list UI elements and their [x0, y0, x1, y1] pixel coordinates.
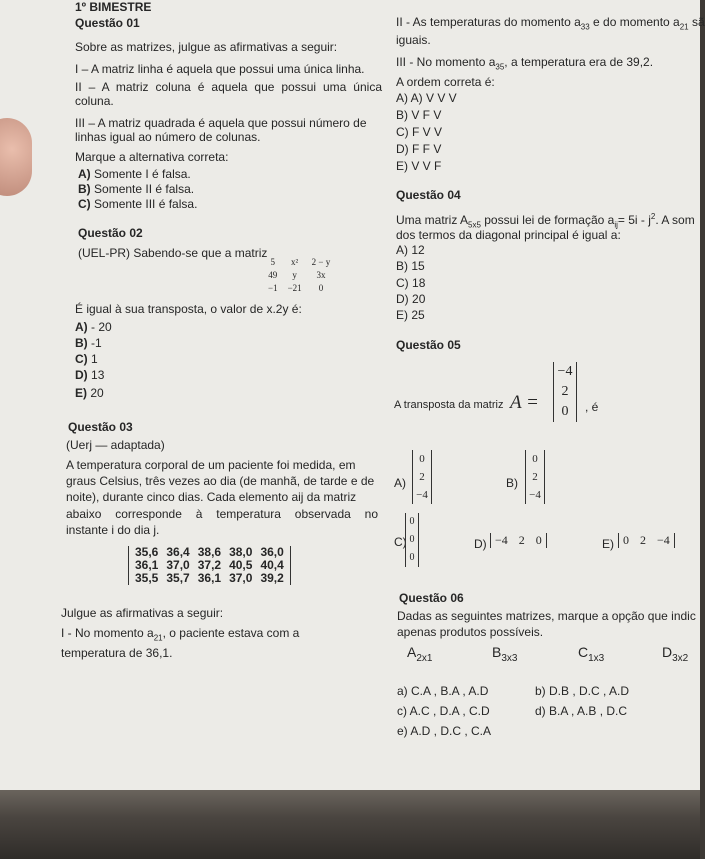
q5-option-d-letter[interactable]: D) [474, 537, 487, 551]
q2-matrix: 5 x² 2 − y 49 y 3x −1 −21 0 [268, 257, 331, 293]
q1-statement-iii-cont: linhas igual ao número de colunas. [75, 130, 261, 144]
q2-option-b[interactable]: B) -1 [75, 336, 102, 350]
q1-statement-i: I – A matriz linha é aquela que possui uma única linha. [75, 62, 365, 76]
q3-text-line-3: noite), durante cinco dias. Cada elemento aij da matriz [66, 490, 357, 504]
q4-option-d[interactable]: D) 20 [396, 292, 426, 306]
q3-text-line-2: graus Celsius, três vezes ao dia (de manhã, de tarde e de [66, 474, 375, 488]
q3-option-a[interactable]: A) A) V V V [396, 91, 457, 105]
q4-option-a[interactable]: A) 12 [396, 243, 425, 257]
q2-question: É igual à sua transposta, o valor de x.2y é: [75, 302, 302, 316]
q5-option-e-matrix[interactable]: 0 2 −4 [618, 533, 675, 548]
q3-item-ii-cont: iguais. [396, 33, 431, 47]
q5-option-c-letter[interactable]: C) [394, 535, 407, 549]
q6-matrix-d: $D_{3x2}$ [662, 644, 689, 664]
q3-text-line-1: A temperatura corporal de um paciente foi medida, em [66, 458, 356, 472]
q2-title: Questão 02 [78, 226, 143, 240]
q2-option-a[interactable]: A) - 20 [75, 320, 112, 334]
q5-matrix-a: −4 2 0 [553, 362, 577, 422]
q1-option-c[interactable]: C) Somente III é falsa. [78, 197, 198, 211]
finger-holding-page [0, 118, 32, 196]
q5-option-b-letter[interactable]: B) [506, 476, 518, 490]
q5-option-e-letter[interactable]: E) [602, 537, 614, 551]
q1-statement-iii: III – A matriz quadrada é aquela que possui número de [75, 116, 367, 130]
q5-tail: , é [585, 400, 599, 414]
q3-item-iii: III - No momento $a_{35}$, a temperatura era de 39,2. [396, 55, 654, 72]
q3-option-e[interactable]: E) V V F [396, 159, 442, 173]
table-surface [0, 790, 700, 859]
q2-option-c[interactable]: C) 1 [75, 352, 98, 366]
q1-option-b[interactable]: B) Somente II é falsa. [78, 182, 195, 196]
q3-item-i: I - No momento $a_{21}$, o paciente estava com a [61, 626, 300, 643]
q4-option-e[interactable]: E) 25 [396, 308, 425, 322]
q6-option-a[interactable]: a) C.A , B.A , A.D [397, 684, 489, 698]
q4-option-c[interactable]: C) 18 [396, 276, 426, 290]
q1-prompt: Marque a alternativa correta: [75, 150, 229, 164]
q2-option-e[interactable]: E) 20 [75, 386, 104, 400]
q3-option-d[interactable]: D) F F V [396, 142, 442, 156]
q6-stem-cont: apenas produtos possíveis. [397, 625, 544, 639]
q6-matrix-a: $A_{2x1}$ [407, 644, 433, 664]
q3-title: Questão 03 [68, 420, 133, 434]
q6-matrix-b: $B_{3x3}$ [492, 644, 518, 664]
q3-temperature-matrix: 35,6 36,4 38,6 38,0 36,0 36,1 37,0 37,2 40,5 40,4 35,5 35,7 36,1 37,0 39,2 [128, 546, 291, 585]
q1-intro: Sobre as matrizes, julgue as afirmativas a seguir: [75, 40, 338, 54]
q1-title: Questão 01 [75, 16, 140, 30]
q3-option-b[interactable]: B) V F V [396, 108, 442, 122]
q4-title: Questão 04 [396, 188, 461, 202]
q5-stem: A transposta da matriz [394, 399, 504, 411]
q2-option-d[interactable]: D) 13 [75, 368, 105, 382]
q5-option-a-letter[interactable]: A) [394, 476, 406, 490]
q1-option-a[interactable]: A) Somente I é falsa. [78, 167, 191, 181]
q5-option-b-matrix[interactable]: 0 2 −4 [525, 450, 545, 504]
q3-judge: Julgue as afirmativas a seguir: [61, 606, 224, 620]
q3-item-ii: II - As temperaturas do momento $a_{33}$ e do momento $a_{21}$ sã [396, 15, 705, 32]
q4-stem-cont: dos termos da diagonal principal é igual a: [396, 228, 621, 242]
q5-title: Questão 05 [396, 338, 461, 352]
q5-option-d-matrix[interactable]: −4 2 0 [490, 533, 547, 548]
q6-matrix-c: $C_{1x3}$ [578, 644, 605, 664]
q3-text-line-5: instante i do dia j. [66, 523, 160, 537]
q3-option-c[interactable]: C) F V V [396, 125, 443, 139]
q4-option-b[interactable]: B) 15 [396, 259, 425, 273]
q1-statement-ii: II – A matriz coluna é aquela que possui uma única [75, 80, 382, 94]
q6-option-b[interactable]: b) D.B , D.C , A.D [535, 684, 630, 698]
q3-source: (Uerj — adaptada) [66, 438, 165, 452]
q3-order-prompt: A ordem correta é: [396, 75, 495, 89]
q5-option-a-matrix[interactable]: 0 2 −4 [412, 450, 432, 504]
q6-title: Questão 06 [399, 591, 464, 605]
q6-option-c[interactable]: c) A.C , D.A , C.D [397, 704, 490, 718]
q1-statement-ii-cont: coluna. [75, 94, 114, 108]
page-header: 1º BIMESTRE [75, 0, 152, 14]
q5-lhs: A = [510, 392, 539, 413]
q5-option-c-matrix[interactable]: 0 0 0 [405, 513, 419, 567]
q6-option-e[interactable]: e) A.D , D.C , C.A [397, 724, 492, 738]
q6-option-d[interactable]: d) B.A , A.B , D.C [535, 704, 628, 718]
q2-stem: (UEL-PR) Sabendo-se que a matriz [78, 246, 268, 260]
q6-stem: Dadas as seguintes matrizes, marque a opção que indic [397, 609, 696, 623]
q3-text-line-4: abaixo corresponde à temperatura observada no [66, 507, 378, 521]
q4-stem: Uma matriz $A_{5x5}$ possui lei de formação $a_{ij}= 5i - j^2$. A som [396, 212, 695, 230]
q3-item-i-cont: temperatura de 36,1. [61, 646, 173, 660]
